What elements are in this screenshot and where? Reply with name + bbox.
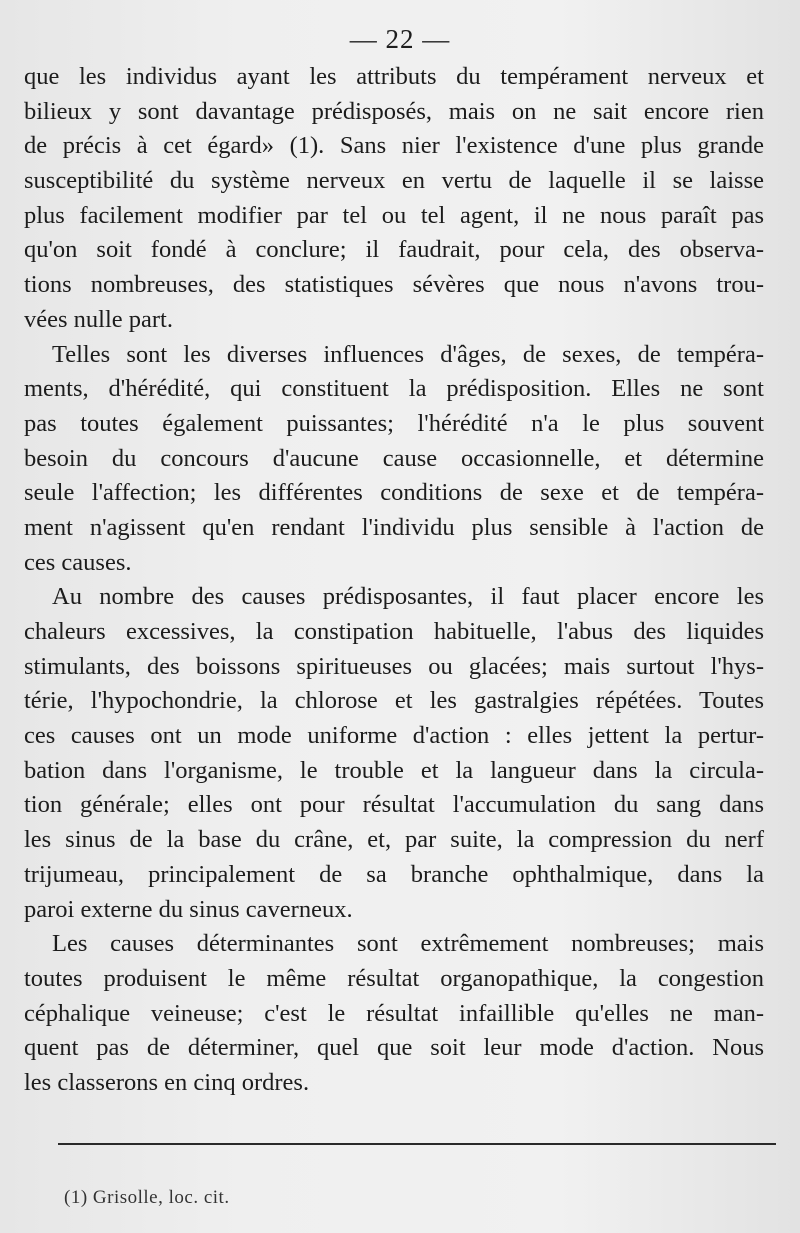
paragraph bbox=[24, 580, 764, 927]
text-line: tions nombreuses, des statistiques sévères que nous n'avons trou- bbox=[24, 271, 764, 299]
text-line: bation dans l'organisme, le trouble et la langueur dans la circula- bbox=[24, 756, 764, 784]
text-line: de précis à cet égard» (1). Sans nier l'existence d'une plus grande bbox=[24, 132, 764, 160]
text-line: ments, d'hérédité, qui constituent la prédisposition. Elles ne sont bbox=[24, 375, 764, 403]
footnote: (1) Grisolle, loc. cit. bbox=[64, 1187, 230, 1208]
body-text bbox=[24, 60, 764, 1101]
paragraph bbox=[24, 60, 764, 338]
text-line: Telles sont les diverses influences d'âges, de sexes, de tempéra- bbox=[52, 340, 764, 368]
text-line: seule l'affection; les différentes conditions de sexe et de tempéra- bbox=[24, 479, 764, 507]
text-line: besoin du concours d'aucune cause occasionnelle, et détermine bbox=[24, 444, 764, 472]
paragraph bbox=[24, 927, 764, 1100]
text-line: quent pas de déterminer, quel que soit leur mode d'action. Nous bbox=[24, 1034, 764, 1062]
text-line: plus facilement modifier par tel ou tel agent, il ne nous paraît pas bbox=[24, 201, 764, 229]
text-line: qu'on soit fondé à conclure; il faudrait, pour cela, des observa- bbox=[24, 236, 764, 264]
text-line: Au nombre des causes prédisposantes, il faut placer encore les bbox=[52, 583, 764, 611]
text-line: susceptibilité du système nerveux en vertu de laquelle il se laisse bbox=[24, 167, 764, 195]
text-line: tion générale; elles ont pour résultat l'accumulation du sang dans bbox=[24, 791, 764, 819]
text-line: paroi externe du sinus caverneux. bbox=[24, 895, 353, 923]
text-line: chaleurs excessives, la constipation habituelle, l'abus des liquides bbox=[24, 618, 764, 645]
text-line: ces causes. bbox=[24, 548, 132, 576]
text-line: stimulants, des boissons spiritueuses ou glacées; mais surtout l'hys- bbox=[24, 652, 764, 680]
text-line: ces causes ont un mode uniforme d'action : elles jettent la pertur- bbox=[24, 722, 764, 750]
footnote-rule bbox=[58, 1143, 776, 1145]
text-line: trijumeau, principalement de sa branche ophthalmique, dans la bbox=[24, 860, 764, 888]
text-line: pas toutes également puissantes; l'hérédité n'a le plus souvent bbox=[24, 409, 764, 437]
text-line: vées nulle part. bbox=[24, 305, 173, 333]
text-line: que les individus ayant les attributs du tempérament nerveux et bbox=[24, 63, 764, 90]
text-line: les sinus de la base du crâne, et, par suite, la compression du nerf bbox=[24, 826, 764, 854]
text-line: toutes produisent le même résultat organopathique, la congestion bbox=[24, 964, 764, 992]
text-line: bilieux y sont davantage prédisposés, mais on ne sait encore rien bbox=[24, 97, 764, 125]
text-line: térie, l'hypochondrie, la chlorose et les gastralgies répétées. Toutes bbox=[24, 687, 764, 715]
text-line: ment n'agissent qu'en rendant l'individu plus sensible à l'action de bbox=[24, 513, 764, 541]
page-number: — 22 — bbox=[349, 24, 451, 54]
text-line: Les causes déterminantes sont extrêmement nombreuses; mais bbox=[52, 930, 764, 958]
paragraph bbox=[24, 338, 764, 581]
text-line: céphalique veineuse; c'est le résultat infaillible qu'elles ne man- bbox=[24, 999, 764, 1027]
text-line: les classerons en cinq ordres. bbox=[24, 1068, 310, 1096]
